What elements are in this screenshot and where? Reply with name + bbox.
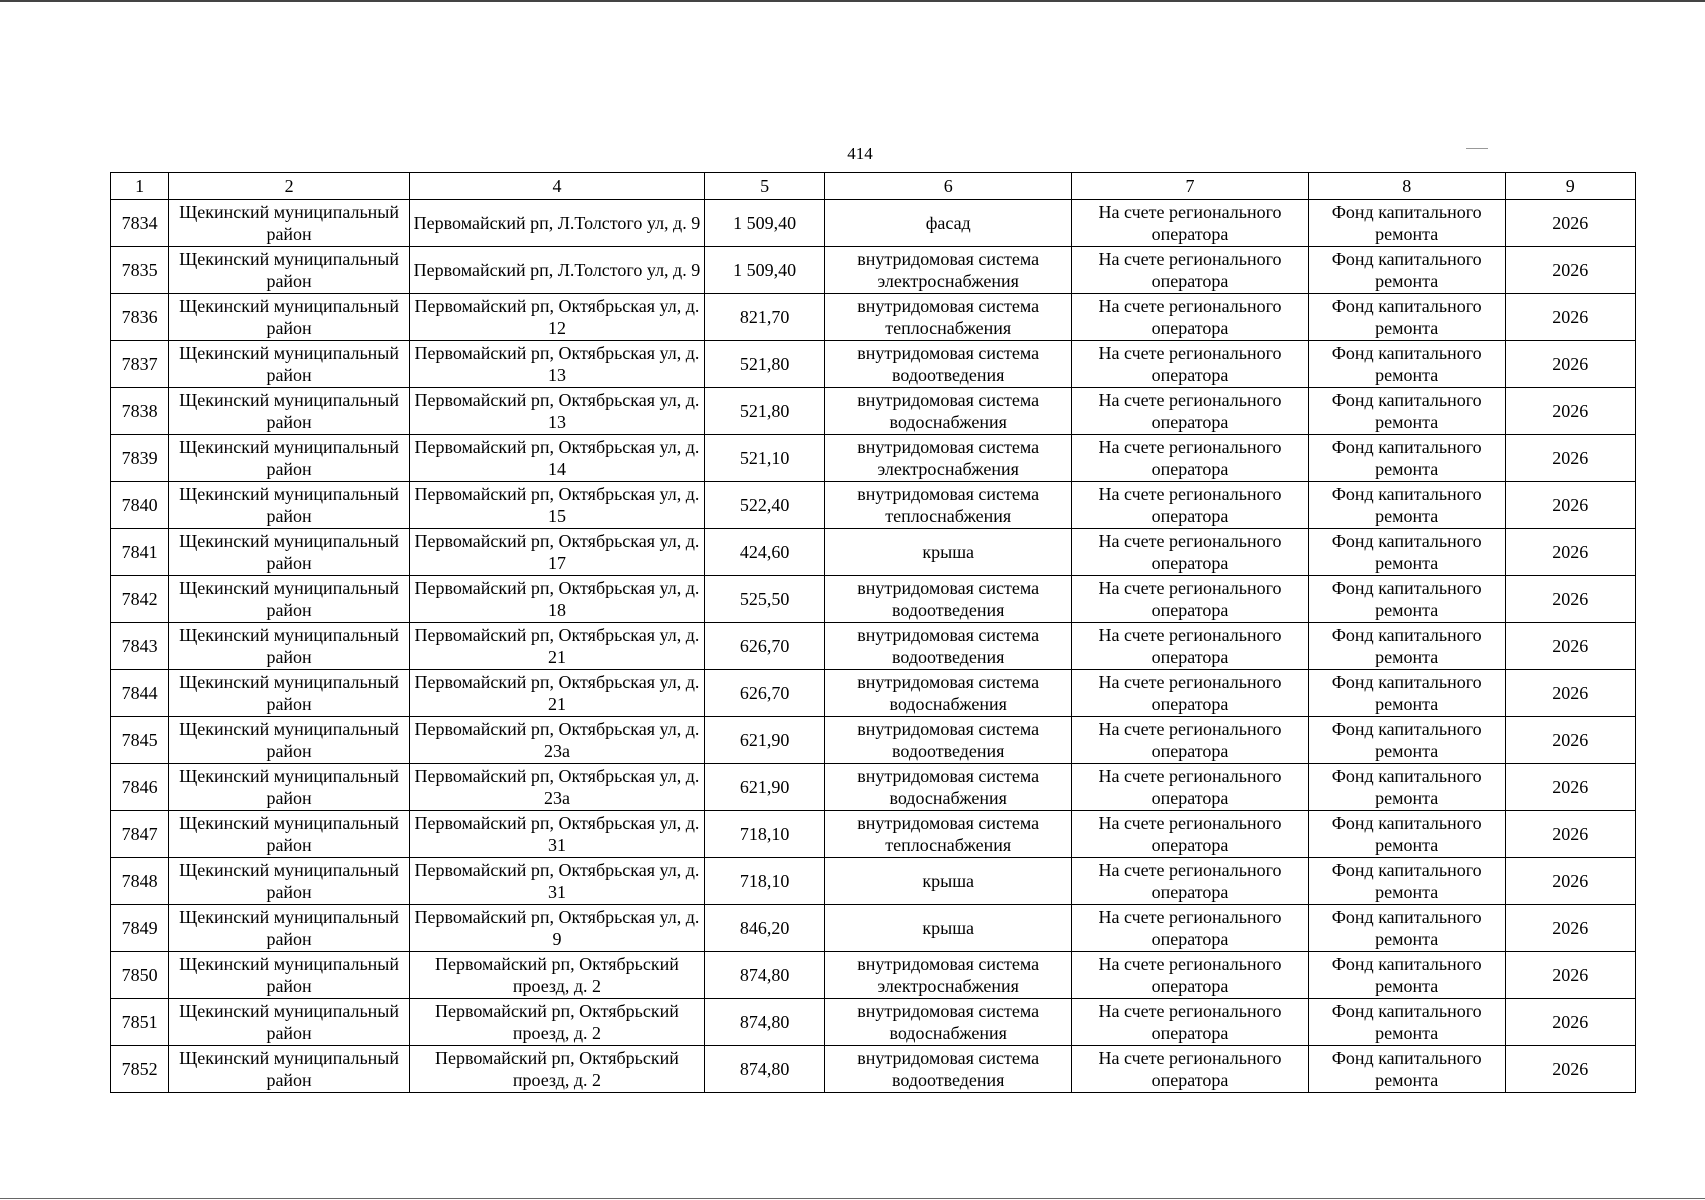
district-cell: Щекинский муниципальный район — [169, 482, 410, 529]
fund-account-cell: На счете регионального оператора — [1072, 717, 1309, 764]
fund-account-cell: На счете регионального оператора — [1072, 952, 1309, 999]
row-number-cell: 7850 — [111, 952, 169, 999]
area-cell: 1 509,40 — [704, 200, 824, 247]
area-cell: 525,50 — [704, 576, 824, 623]
year-cell: 2026 — [1505, 200, 1635, 247]
work-type-cell: фасад — [825, 200, 1072, 247]
row-number-cell: 7852 — [111, 1046, 169, 1093]
table-body — [111, 200, 1636, 1093]
column-header: 9 — [1505, 173, 1635, 200]
work-type-cell: крыша — [825, 529, 1072, 576]
area-cell: 621,90 — [704, 717, 824, 764]
column-header: 8 — [1308, 173, 1505, 200]
year-cell: 2026 — [1505, 623, 1635, 670]
row-number-cell: 7840 — [111, 482, 169, 529]
funding-source-cell: Фонд капитального ремонта — [1308, 670, 1505, 717]
work-type-cell: внутридомовая система теплоснабжения — [825, 811, 1072, 858]
year-cell: 2026 — [1505, 529, 1635, 576]
fund-account-cell: На счете регионального оператора — [1072, 1046, 1309, 1093]
district-cell: Щекинский муниципальный район — [169, 200, 410, 247]
area-cell: 874,80 — [704, 999, 824, 1046]
year-cell: 2026 — [1505, 905, 1635, 952]
column-header: 6 — [825, 173, 1072, 200]
address-cell: Первомайский рп, Октябрьская ул, д. 9 — [409, 905, 704, 952]
table-row — [111, 717, 1636, 764]
address-cell: Первомайский рп, Октябрьский проезд, д. 2 — [409, 1046, 704, 1093]
address-cell: Первомайский рп, Октябрьская ул, д. 12 — [409, 294, 704, 341]
fund-account-cell: На счете регионального оператора — [1072, 905, 1309, 952]
area-cell: 874,80 — [704, 952, 824, 999]
funding-source-cell: Фонд капитального ремонта — [1308, 623, 1505, 670]
address-cell: Первомайский рп, Октябрьская ул, д. 31 — [409, 858, 704, 905]
district-cell: Щекинский муниципальный район — [169, 247, 410, 294]
fund-account-cell: На счете регионального оператора — [1072, 670, 1309, 717]
district-cell: Щекинский муниципальный район — [169, 1046, 410, 1093]
work-type-cell: внутридомовая система водоснабжения — [825, 764, 1072, 811]
funding-source-cell: Фонд капитального ремонта — [1308, 1046, 1505, 1093]
work-type-cell: крыша — [825, 905, 1072, 952]
address-cell: Первомайский рп, Октябрьская ул, д. 31 — [409, 811, 704, 858]
year-cell: 2026 — [1505, 1046, 1635, 1093]
row-number-cell: 7844 — [111, 670, 169, 717]
work-type-cell: внутридомовая система водоотведения — [825, 717, 1072, 764]
funding-source-cell: Фонд капитального ремонта — [1308, 247, 1505, 294]
district-cell: Щекинский муниципальный район — [169, 294, 410, 341]
year-cell: 2026 — [1505, 717, 1635, 764]
row-number-cell: 7839 — [111, 435, 169, 482]
funding-source-cell: Фонд капитального ремонта — [1308, 999, 1505, 1046]
work-type-cell: внутридомовая система водоотведения — [825, 623, 1072, 670]
row-number-cell: 7835 — [111, 247, 169, 294]
work-type-cell: внутридомовая система водоснабжения — [825, 670, 1072, 717]
work-type-cell: внутридомовая система электроснабжения — [825, 952, 1072, 999]
district-cell: Щекинский муниципальный район — [169, 529, 410, 576]
funding-source-cell: Фонд капитального ремонта — [1308, 388, 1505, 435]
column-header: 4 — [409, 173, 704, 200]
area-cell: 821,70 — [704, 294, 824, 341]
area-cell: 621,90 — [704, 764, 824, 811]
area-cell: 718,10 — [704, 811, 824, 858]
area-cell: 521,10 — [704, 435, 824, 482]
row-number-cell: 7843 — [111, 623, 169, 670]
year-cell: 2026 — [1505, 576, 1635, 623]
address-cell: Первомайский рп, Октябрьская ул, д. 17 — [409, 529, 704, 576]
address-cell: Первомайский рп, Октябрьская ул, д. 13 — [409, 388, 704, 435]
table-row — [111, 294, 1636, 341]
row-number-cell: 7842 — [111, 576, 169, 623]
district-cell: Щекинский муниципальный район — [169, 623, 410, 670]
funding-source-cell: Фонд капитального ремонта — [1308, 764, 1505, 811]
table-row — [111, 623, 1636, 670]
table-row — [111, 858, 1636, 905]
district-cell: Щекинский муниципальный район — [169, 999, 410, 1046]
area-cell: 521,80 — [704, 341, 824, 388]
table-row — [111, 200, 1636, 247]
funding-source-cell: Фонд капитального ремонта — [1308, 811, 1505, 858]
funding-source-cell: Фонд капитального ремонта — [1308, 529, 1505, 576]
funding-source-cell: Фонд капитального ремонта — [1308, 952, 1505, 999]
year-cell: 2026 — [1505, 294, 1635, 341]
work-type-cell: внутридомовая система электроснабжения — [825, 435, 1072, 482]
area-cell: 874,80 — [704, 1046, 824, 1093]
year-cell: 2026 — [1505, 858, 1635, 905]
table-row — [111, 999, 1636, 1046]
district-cell: Щекинский муниципальный район — [169, 952, 410, 999]
district-cell: Щекинский муниципальный район — [169, 576, 410, 623]
area-cell: 846,20 — [704, 905, 824, 952]
year-cell: 2026 — [1505, 247, 1635, 294]
fund-account-cell: На счете регионального оператора — [1072, 294, 1309, 341]
table-row — [111, 905, 1636, 952]
funding-source-cell: Фонд капитального ремонта — [1308, 435, 1505, 482]
fund-account-cell: На счете регионального оператора — [1072, 341, 1309, 388]
address-cell: Первомайский рп, Октябрьская ул, д. 21 — [409, 623, 704, 670]
address-cell: Первомайский рп, Октябрьская ул, д. 18 — [409, 576, 704, 623]
row-number-cell: 7851 — [111, 999, 169, 1046]
area-cell: 521,80 — [704, 388, 824, 435]
fund-account-cell: На счете регионального оператора — [1072, 811, 1309, 858]
row-number-cell: 7841 — [111, 529, 169, 576]
row-number-cell: 7837 — [111, 341, 169, 388]
address-cell: Первомайский рп, Октябрьская ул, д. 23а — [409, 717, 704, 764]
fund-account-cell: На счете регионального оператора — [1072, 435, 1309, 482]
district-cell: Щекинский муниципальный район — [169, 341, 410, 388]
table-row — [111, 811, 1636, 858]
area-cell: 718,10 — [704, 858, 824, 905]
funding-source-cell: Фонд капитального ремонта — [1308, 294, 1505, 341]
year-cell: 2026 — [1505, 388, 1635, 435]
fund-account-cell: На счете регионального оператора — [1072, 576, 1309, 623]
table-row — [111, 341, 1636, 388]
row-number-cell: 7845 — [111, 717, 169, 764]
funding-source-cell: Фонд капитального ремонта — [1308, 858, 1505, 905]
funding-source-cell: Фонд капитального ремонта — [1308, 717, 1505, 764]
address-cell: Первомайский рп, Октябрьская ул, д. 21 — [409, 670, 704, 717]
work-type-cell: внутридомовая система теплоснабжения — [825, 482, 1072, 529]
row-number-cell: 7848 — [111, 858, 169, 905]
address-cell: Первомайский рп, Октябрьская ул, д. 14 — [409, 435, 704, 482]
work-type-cell: внутридомовая система водоотведения — [825, 576, 1072, 623]
table-row — [111, 576, 1636, 623]
row-number-cell: 7846 — [111, 764, 169, 811]
table-row — [111, 388, 1636, 435]
table-row — [111, 952, 1636, 999]
address-cell: Первомайский рп, Л.Толстого ул, д. 9 — [409, 200, 704, 247]
column-header: 1 — [111, 173, 169, 200]
district-cell: Щекинский муниципальный район — [169, 858, 410, 905]
page-bottom-edge — [0, 1198, 1705, 1199]
work-type-cell: внутридомовая система водоснабжения — [825, 388, 1072, 435]
row-number-cell: 7838 — [111, 388, 169, 435]
work-type-cell: крыша — [825, 858, 1072, 905]
work-type-cell: внутридомовая система водоотведения — [825, 1046, 1072, 1093]
fund-account-cell: На счете регионального оператора — [1072, 388, 1309, 435]
table-header-row — [111, 173, 1636, 200]
district-cell: Щекинский муниципальный район — [169, 811, 410, 858]
fund-account-cell: На счете регионального оператора — [1072, 200, 1309, 247]
fund-account-cell: На счете регионального оператора — [1072, 482, 1309, 529]
year-cell: 2026 — [1505, 435, 1635, 482]
row-number-cell: 7847 — [111, 811, 169, 858]
column-header: 7 — [1072, 173, 1309, 200]
work-type-cell: внутридомовая система водоотведения — [825, 341, 1072, 388]
address-cell: Первомайский рп, Октябрьская ул, д. 15 — [409, 482, 704, 529]
funding-source-cell: Фонд капитального ремонта — [1308, 576, 1505, 623]
district-cell: Щекинский муниципальный район — [169, 764, 410, 811]
capital-repair-table — [110, 172, 1636, 1093]
work-type-cell: внутридомовая система теплоснабжения — [825, 294, 1072, 341]
column-header: 5 — [704, 173, 824, 200]
address-cell: Первомайский рп, Октябрьский проезд, д. 2 — [409, 999, 704, 1046]
table-row — [111, 529, 1636, 576]
area-cell: 626,70 — [704, 670, 824, 717]
funding-source-cell: Фонд капитального ремонта — [1308, 200, 1505, 247]
funding-source-cell: Фонд капитального ремонта — [1308, 905, 1505, 952]
address-cell: Первомайский рп, Л.Толстого ул, д. 9 — [409, 247, 704, 294]
address-cell: Первомайский рп, Октябрьская ул, д. 23а — [409, 764, 704, 811]
table-row — [111, 1046, 1636, 1093]
district-cell: Щекинский муниципальный район — [169, 435, 410, 482]
address-cell: Первомайский рп, Октябрьская ул, д. 13 — [409, 341, 704, 388]
table-row — [111, 247, 1636, 294]
year-cell: 2026 — [1505, 764, 1635, 811]
work-type-cell: внутридомовая система водоснабжения — [825, 999, 1072, 1046]
page-number: 414 — [847, 144, 873, 163]
year-cell: 2026 — [1505, 952, 1635, 999]
area-cell: 1 509,40 — [704, 247, 824, 294]
funding-source-cell: Фонд капитального ремонта — [1308, 341, 1505, 388]
work-type-cell: внутридомовая система электроснабжения — [825, 247, 1072, 294]
table-row — [111, 435, 1636, 482]
fund-account-cell: На счете регионального оператора — [1072, 247, 1309, 294]
year-cell: 2026 — [1505, 811, 1635, 858]
table-row — [111, 764, 1636, 811]
year-cell: 2026 — [1505, 670, 1635, 717]
area-cell: 626,70 — [704, 623, 824, 670]
table-row — [111, 482, 1636, 529]
column-header: 2 — [169, 173, 410, 200]
address-cell: Первомайский рп, Октябрьский проезд, д. 2 — [409, 952, 704, 999]
area-cell: 424,60 — [704, 529, 824, 576]
funding-source-cell: Фонд капитального ремонта — [1308, 482, 1505, 529]
district-cell: Щекинский муниципальный район — [169, 670, 410, 717]
district-cell: Щекинский муниципальный район — [169, 717, 410, 764]
row-number-cell: 7849 — [111, 905, 169, 952]
fund-account-cell: На счете регионального оператора — [1072, 623, 1309, 670]
year-cell: 2026 — [1505, 999, 1635, 1046]
fund-account-cell: На счете регионального оператора — [1072, 529, 1309, 576]
page-top-edge — [0, 0, 1705, 2]
fund-account-cell: На счете регионального оператора — [1072, 999, 1309, 1046]
district-cell: Щекинский муниципальный район — [169, 388, 410, 435]
table-row — [111, 670, 1636, 717]
year-cell: 2026 — [1505, 341, 1635, 388]
area-cell: 522,40 — [704, 482, 824, 529]
fund-account-cell: На счете регионального оператора — [1072, 764, 1309, 811]
district-cell: Щекинский муниципальный район — [169, 905, 410, 952]
row-number-cell: 7836 — [111, 294, 169, 341]
row-number-cell: 7834 — [111, 200, 169, 247]
year-cell: 2026 — [1505, 482, 1635, 529]
fund-account-cell: На счете регионального оператора — [1072, 858, 1309, 905]
